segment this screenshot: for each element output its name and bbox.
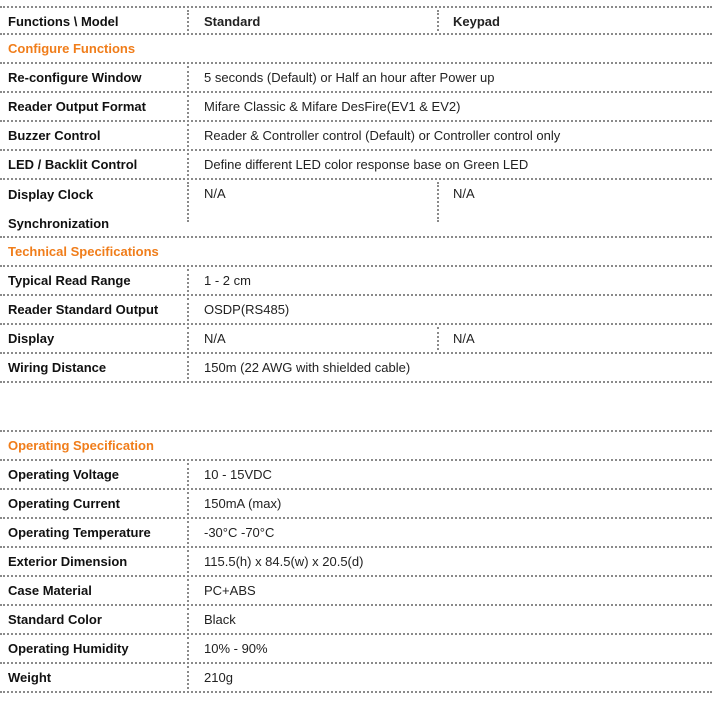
row-label: LED / Backlit Control: [8, 157, 138, 172]
table-row: [0, 577, 712, 606]
row-value: 5 seconds (Default) or Half an hour after Power up: [204, 70, 495, 85]
row-label: Operating Voltage: [8, 467, 119, 482]
row-label: Operating Humidity: [8, 641, 129, 656]
column-divider: [187, 608, 189, 631]
row-label: Re-configure Window: [8, 70, 142, 85]
row-value: 10% - 90%: [204, 641, 268, 656]
section-operating-specification: [0, 432, 712, 461]
column-divider: [187, 269, 189, 292]
section-configure-functions: [0, 35, 712, 64]
header-standard: Standard: [204, 14, 261, 29]
standard-value: N/A: [204, 186, 226, 201]
column-divider: [187, 124, 189, 147]
column-divider: [187, 521, 189, 544]
column-divider: [187, 356, 189, 379]
table-row: [0, 64, 712, 93]
column-divider: [187, 10, 189, 31]
section-title: Configure Functions: [8, 41, 136, 56]
row-value: PC+ABS: [204, 583, 256, 598]
row-value: Reader & Controller control (Default) or Controller control only: [204, 128, 561, 143]
row-label: Reader Standard Output: [8, 302, 159, 317]
table-row: [0, 635, 712, 664]
keypad-value: N/A: [453, 331, 475, 346]
row-label: Typical Read Range: [8, 273, 131, 288]
column-divider: [187, 463, 189, 486]
column-divider: [187, 66, 189, 89]
keypad-value: N/A: [453, 186, 475, 201]
column-divider: [437, 327, 439, 350]
header-keypad: Keypad: [453, 14, 500, 29]
row-label: Case Material: [8, 583, 92, 598]
table-row: [0, 606, 712, 635]
column-divider: [187, 182, 189, 222]
table-row: [0, 548, 712, 577]
table-row: [0, 122, 712, 151]
row-value: 1 - 2 cm: [204, 273, 251, 288]
table-row: [0, 325, 712, 354]
row-value: 150mA (max): [204, 496, 282, 511]
section-spacer: [0, 383, 712, 432]
standard-value: N/A: [204, 331, 226, 346]
row-value: Define different LED color response base on Green LED: [204, 157, 529, 172]
table-row: [0, 93, 712, 122]
row-value: 150m (22 AWG with shielded cable): [204, 360, 411, 375]
table-row: [0, 461, 712, 490]
row-label: Reader Output Format: [8, 99, 146, 114]
row-label: Standard Color: [8, 612, 102, 627]
row-label: Weight: [8, 670, 52, 685]
row-label: Operating Temperature: [8, 525, 151, 540]
table-row: [0, 151, 712, 180]
header-label: Functions \ Model: [8, 14, 119, 29]
table-row: [0, 664, 712, 693]
row-label: [8, 180, 183, 238]
table-row: [0, 267, 712, 296]
column-divider: [187, 95, 189, 118]
row-label: Exterior Dimension: [8, 554, 128, 569]
row-value: Black: [204, 612, 236, 627]
row-label-line: Synchronization: [8, 216, 110, 231]
section-title: Operating Specification: [8, 438, 154, 453]
column-divider: [187, 579, 189, 602]
column-divider: [187, 550, 189, 573]
row-value: 210g: [204, 670, 233, 685]
column-divider: [187, 637, 189, 660]
section-title: Technical Specifications: [8, 244, 159, 259]
row-value: 115.5(h) x 84.5(w) x 20.5(d): [204, 554, 364, 569]
column-divider: [437, 182, 439, 222]
row-value: OSDP(RS485): [204, 302, 290, 317]
table-header-row: [0, 6, 712, 35]
row-label-line: Display Clock: [8, 187, 94, 202]
column-divider: [187, 327, 189, 350]
column-divider: [187, 298, 189, 321]
row-label: Wiring Distance: [8, 360, 107, 375]
row-value: 10 - 15VDC: [204, 467, 272, 482]
row-value: -30°C -70°C: [204, 525, 275, 540]
row-label: Operating Current: [8, 496, 120, 511]
row-label: Buzzer Control: [8, 128, 101, 143]
row-value: Mifare Classic & Mifare DesFire(EV1 & EV2): [204, 99, 461, 114]
table-row: [0, 354, 712, 383]
column-divider: [187, 492, 189, 515]
table-row: [0, 519, 712, 548]
table-row: [0, 296, 712, 325]
section-technical-specifications: [0, 238, 712, 267]
column-divider: [437, 10, 439, 31]
table-row-display-clock: [0, 180, 712, 238]
row-label: Display: [8, 331, 55, 346]
table-row: [0, 490, 712, 519]
column-divider: [187, 666, 189, 689]
column-divider: [187, 153, 189, 176]
